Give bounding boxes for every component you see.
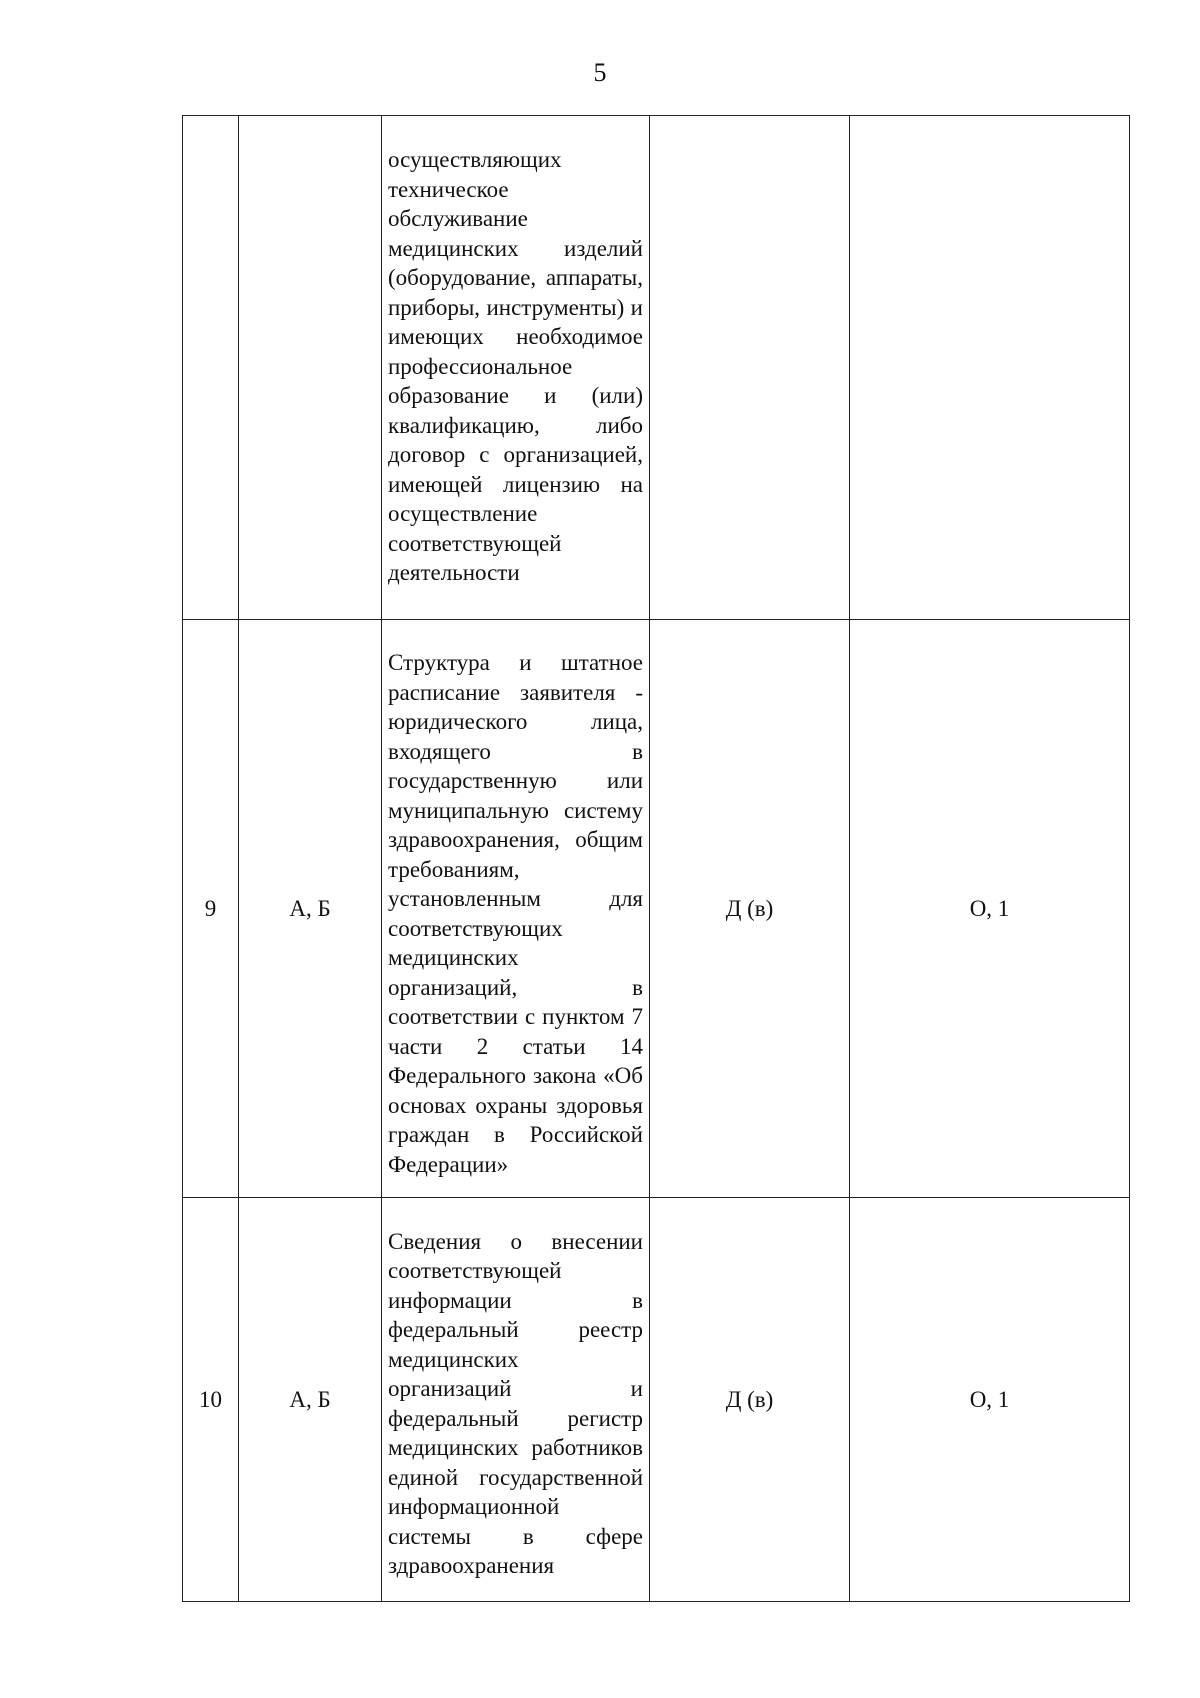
form-cell: О, 1 [850, 620, 1130, 1198]
document-type-cell: Д (в) [650, 620, 850, 1198]
form-cell: О, 1 [850, 1198, 1130, 1602]
table-row [183, 620, 1130, 1198]
requirements-table [182, 115, 1130, 1602]
description-text: Структура и штатное расписание заявителя - юридического лица, входящего в государственную или муниципальную систему здравоохранения, общим требованиям, установленным для соответствующих медицинских организаций, в соответствии с пунктом 7 части 2 статьи 14 Федерального закона «Об основах охраны здоровья граждан в Российской Федерации» [388, 650, 643, 1177]
description-cell [382, 116, 650, 620]
row-number-cell: 9 [183, 620, 239, 1198]
table-row [183, 116, 1130, 620]
category-cell: А, Б [239, 620, 382, 1198]
category-cell [239, 116, 382, 620]
description-text: Сведения о внесении соответствующей информации в федеральный реестр медицинских организаций и федеральный регистр медицинских работников единой государственной информационной системы в сфере здравоохранения [388, 1228, 643, 1578]
description-text: осуществляющих техническое обслуживание медицинских изделий (оборудование, аппараты, приборы, инструменты) и имеющих необходимое профессиональное образование и (или) квалификацию, либо договор с организацией, имеющей лицензию на осуществление соответствующей деятельности [388, 147, 643, 586]
row-number-cell [183, 116, 239, 620]
description-cell [382, 620, 650, 1198]
table-row [183, 1198, 1130, 1602]
document-type-cell [650, 116, 850, 620]
form-cell [850, 116, 1130, 620]
page-number: 5 [593, 58, 607, 87]
row-number-cell: 10 [183, 1198, 239, 1602]
category-cell: А, Б [239, 1198, 382, 1602]
description-cell [382, 1198, 650, 1602]
document-type-cell: Д (в) [650, 1198, 850, 1602]
